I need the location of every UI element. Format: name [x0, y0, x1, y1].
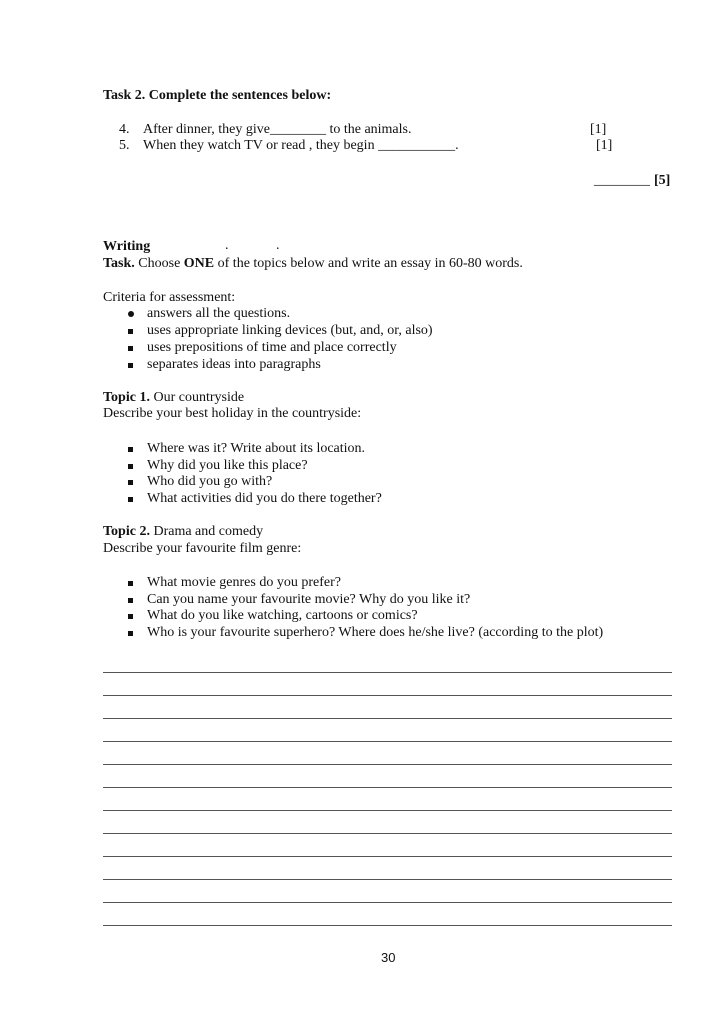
criteria-heading: Criteria for assessment: [103, 290, 236, 305]
task2-item-4-text: After dinner, they give________ to the animals. [143, 122, 412, 137]
bullet-square-icon [128, 608, 142, 624]
bullet-square-icon [128, 625, 142, 641]
answer-line[interactable] [103, 879, 672, 880]
task2-item-4-mark: [1] [590, 122, 607, 137]
task2-total-mark: [5] [654, 173, 671, 188]
task-text-bold: ONE [183, 256, 215, 271]
topic1-heading: Topic 1. Our countryside [103, 390, 245, 405]
bullet-square-icon [128, 340, 142, 356]
writing-heading: Writing [103, 239, 151, 254]
bullet-square-icon [128, 592, 142, 608]
bullet-square-icon [128, 458, 142, 474]
task2-item-5-number: 5. [119, 138, 130, 153]
stray-dot: . [225, 238, 229, 253]
answer-line[interactable] [103, 764, 672, 765]
bullet-square-icon [128, 575, 142, 591]
bullet-square-icon [128, 357, 142, 373]
task2-item-5-mark: [1] [596, 138, 613, 153]
task-text-pre: Choose [134, 256, 184, 271]
topic2-prompt: Describe your favourite film genre: [103, 541, 302, 556]
task2-item-5-text: When they watch TV or read , they begin ___________. [143, 138, 459, 153]
answer-line[interactable] [103, 718, 672, 719]
task-label: Task. [103, 256, 135, 271]
page-number: 30 [381, 950, 396, 965]
task2-item-4-number: 4. [119, 122, 130, 137]
bullet-square-icon [128, 474, 142, 490]
task2-heading: Task 2. Complete the sentences below: [103, 88, 332, 103]
task2-total-blank: ________ [594, 173, 650, 188]
answer-line[interactable] [103, 925, 672, 926]
answer-line[interactable] [103, 810, 672, 811]
topic1-prompt: Describe your best holiday in the countryside: [103, 406, 362, 421]
bullet-square-icon [128, 491, 142, 507]
answer-line[interactable] [103, 741, 672, 742]
bullet-dot-icon [128, 306, 142, 322]
topic2-heading: Topic 2. Drama and comedy [103, 524, 264, 539]
stray-dot: . [276, 238, 280, 253]
bullet-square-icon [128, 323, 142, 339]
answer-line[interactable] [103, 833, 672, 834]
answer-line[interactable] [103, 787, 672, 788]
answer-line[interactable] [103, 672, 672, 673]
writing-task-instruction [103, 256, 523, 272]
answer-line[interactable] [103, 695, 672, 696]
task-text-post: of the topics below and write an essay in 60-80 words. [214, 256, 523, 271]
answer-line[interactable] [103, 856, 672, 857]
answer-line[interactable] [103, 902, 672, 903]
bullet-square-icon [128, 441, 142, 457]
